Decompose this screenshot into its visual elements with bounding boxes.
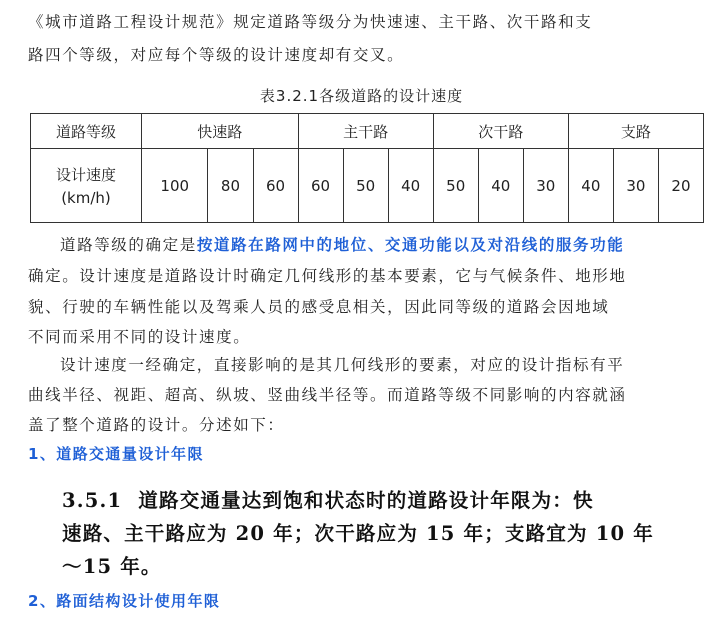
para2-line-2: 曲线半径、视距、超高、纵坡、竖曲线半径等。而道路等级不同影响的内容就涵 — [28, 386, 627, 404]
speed-cell: 40 — [568, 149, 613, 223]
group-expressway: 快速路 — [142, 114, 299, 149]
speed-cell: 40 — [388, 149, 433, 223]
para1-line-1 — [60, 233, 624, 255]
clause-number: 3.5.1 — [62, 489, 123, 512]
para2-line-3: 盖了整个道路的设计。分述如下： — [28, 416, 285, 434]
row-label: 设计速度 — [55, 166, 116, 184]
speed-cell: 80 — [208, 149, 253, 223]
speed-cell: 30 — [523, 149, 568, 223]
speed-cell: 40 — [478, 149, 523, 223]
clause-text-1: 道路交通量达到饱和状态时的道路设计年限为：快 — [138, 489, 594, 512]
para1-line-3: 貌、行驶的车辆性能以及驾乘人员的感受息相关，因此同等级的道路会因地域 — [28, 298, 610, 316]
group-arterial: 主干路 — [298, 114, 433, 149]
section-heading-2: 2、路面结构设计使用年限 — [28, 592, 221, 610]
speed-cell: 100 — [142, 149, 208, 223]
speed-cell: 20 — [658, 149, 703, 223]
speed-cell: 50 — [433, 149, 478, 223]
design-speed-table — [30, 113, 704, 223]
para1-line-2: 确定。设计速度是道路设计时确定几何线形的基本要素，它与气候条件、地形地 — [28, 267, 627, 285]
speed-cell: 30 — [613, 149, 658, 223]
speed-cell: 60 — [253, 149, 298, 223]
row-unit: (km/h) — [61, 189, 111, 207]
row-label-cell — [31, 149, 142, 223]
table-data-row — [31, 149, 704, 223]
clause-line-3: ～15 年。 — [62, 555, 162, 578]
speed-cell: 50 — [343, 149, 388, 223]
speed-cell: 60 — [298, 149, 343, 223]
para1-lead: 道路等级的确定是 — [60, 236, 197, 254]
intro-line-1: 《城市道路工程设计规范》规定道路等级分为快速速、主干路、次干路和支 — [28, 13, 593, 31]
para2-line-1: 设计速度一经确定，直接影响的是其几何线形的要素，对应的设计指标有平 — [60, 356, 625, 374]
group-branch: 支路 — [568, 114, 703, 149]
clause-line-2: 速路、主干路应为 20 年；次干路应为 15 年；支路宜为 10 年 — [62, 522, 654, 545]
table-caption: 表3.2.1各级道路的设计速度 — [259, 87, 464, 105]
para1-line-4: 不同而采用不同的设计速度。 — [28, 328, 251, 346]
header-label-cell: 道路等级 — [31, 114, 142, 149]
group-secondary: 次干路 — [433, 114, 568, 149]
intro-line-2: 路四个等级，对应每个等级的设计速度却有交叉。 — [28, 46, 405, 64]
section-heading-1: 1、道路交通量设计年限 — [28, 445, 204, 463]
para1-highlight: 按道路在路网中的地位、交通功能以及对沿线的服务功能 — [196, 236, 625, 254]
table-header-row — [31, 114, 704, 149]
clause-line-1 — [62, 485, 594, 513]
